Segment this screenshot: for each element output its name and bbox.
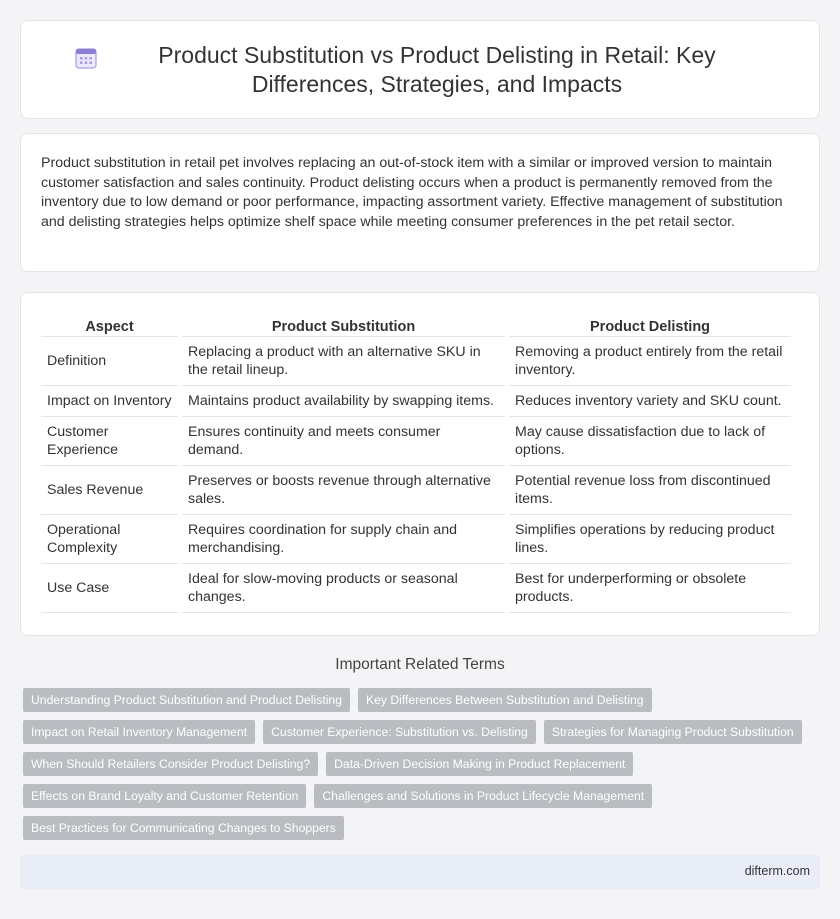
page-title: Product Substitution vs Product Delisting in Retail: Key Differences, Strategies, and Impacts bbox=[158, 41, 716, 97]
calendar-icon bbox=[73, 45, 99, 71]
table-row bbox=[41, 564, 791, 613]
cell-delisting: May cause dissatisfaction due to lack of options. bbox=[509, 417, 791, 466]
cell-substitution: Maintains product availability by swapping items. bbox=[182, 386, 505, 417]
intro-text: Product substitution in retail pet involves replacing an out-of-stock item with a similar or improved version to maintain customer satisfaction and sales continuity. Product delisting occurs when a product is permanently removed from the inventory due to low demand or poor performance, impacting assortment variety. Effective management of substitution and delisting strategies helps optimize shelf space while meeting consumer preferences in the pet retail sector. bbox=[41, 155, 783, 230]
related-term-tag[interactable]: Customer Experience: Substitution vs. Delisting bbox=[263, 720, 536, 744]
table-row bbox=[41, 417, 791, 466]
table-row bbox=[41, 386, 791, 417]
cell-delisting: Reduces inventory variety and SKU count. bbox=[509, 386, 791, 417]
cell-delisting: Best for underperforming or obsolete products. bbox=[509, 564, 791, 613]
table-row bbox=[41, 337, 791, 386]
cell-substitution: Ideal for slow-moving products or seasonal changes. bbox=[182, 564, 505, 613]
related-term-tag[interactable]: When Should Retailers Consider Product Delisting? bbox=[23, 752, 318, 776]
related-term-tag[interactable]: Impact on Retail Inventory Management bbox=[23, 720, 255, 744]
footer bbox=[20, 855, 820, 889]
cell-substitution: Ensures continuity and meets consumer demand. bbox=[182, 417, 505, 466]
related-term-tag[interactable]: Understanding Product Substitution and Product Delisting bbox=[23, 688, 350, 712]
title-wrap bbox=[21, 21, 819, 118]
intro-card bbox=[20, 133, 820, 272]
cell-aspect: Definition bbox=[41, 337, 178, 386]
comparison-table-card bbox=[20, 292, 820, 636]
site-link[interactable]: difterm.com bbox=[744, 864, 810, 878]
related-terms-list bbox=[23, 688, 803, 840]
table-header-row bbox=[41, 313, 791, 337]
related-terms-title: Important Related Terms bbox=[335, 656, 505, 673]
cell-aspect: Use Case bbox=[41, 564, 178, 613]
related-term-tag[interactable]: Challenges and Solutions in Product Lifecycle Management bbox=[314, 784, 652, 808]
title-card bbox=[20, 20, 820, 119]
table-row bbox=[41, 466, 791, 515]
cell-aspect: Impact on Inventory bbox=[41, 386, 178, 417]
related-term-tag[interactable]: Strategies for Managing Product Substitution bbox=[544, 720, 802, 744]
header-aspect: Aspect bbox=[41, 313, 178, 337]
cell-delisting: Simplifies operations by reducing product lines. bbox=[509, 515, 791, 564]
cell-delisting: Potential revenue loss from discontinued items. bbox=[509, 466, 791, 515]
related-term-tag[interactable]: Key Differences Between Substitution and Delisting bbox=[358, 688, 652, 712]
header-delisting: Product Delisting bbox=[509, 313, 791, 337]
table-row bbox=[41, 515, 791, 564]
cell-aspect: Customer Experience bbox=[41, 417, 178, 466]
related-term-tag[interactable]: Data-Driven Decision Making in Product Replacement bbox=[326, 752, 633, 776]
cell-substitution: Preserves or boosts revenue through alternative sales. bbox=[182, 466, 505, 515]
header-substitution: Product Substitution bbox=[182, 313, 505, 337]
cell-delisting: Removing a product entirely from the retail inventory. bbox=[509, 337, 791, 386]
cell-aspect: Operational Complexity bbox=[41, 515, 178, 564]
comparison-table bbox=[37, 313, 795, 613]
related-term-tag[interactable]: Best Practices for Communicating Changes to Shoppers bbox=[23, 816, 344, 840]
cell-substitution: Replacing a product with an alternative SKU in the retail lineup. bbox=[182, 337, 505, 386]
cell-aspect: Sales Revenue bbox=[41, 466, 178, 515]
related-term-tag[interactable]: Effects on Brand Loyalty and Customer Retention bbox=[23, 784, 306, 808]
cell-substitution: Requires coordination for supply chain and merchandising. bbox=[182, 515, 505, 564]
